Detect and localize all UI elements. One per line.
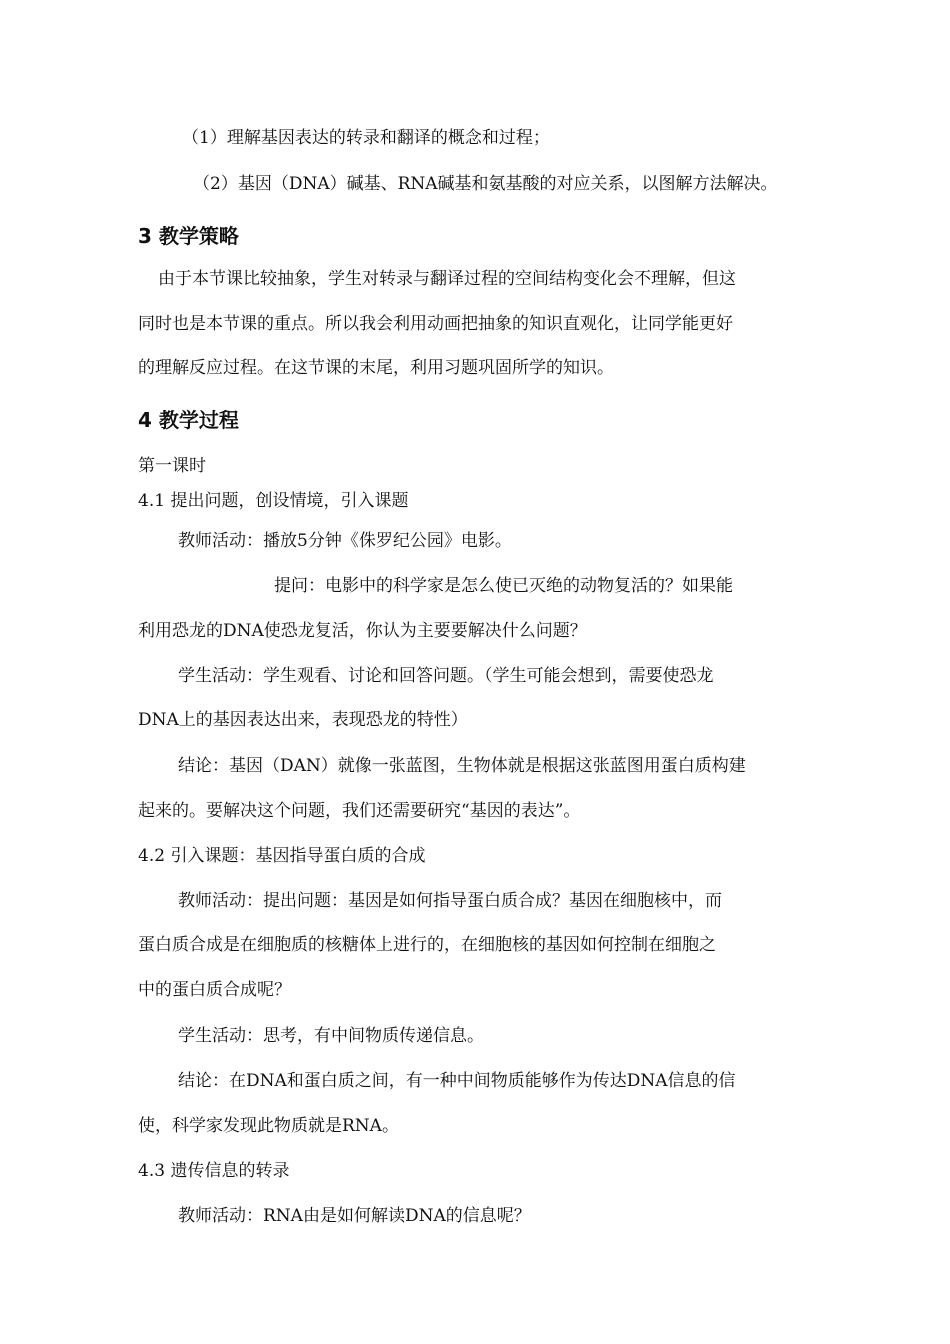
s42-teacher-line-3: 中的蛋白质合成呢？	[138, 980, 291, 1000]
s41-student-line-2: DNA上的基因表达出来，表现恐龙的特性）	[138, 710, 468, 730]
strategy-line-3: 的理解反应过程。在这节课的末尾，利用习题巩固所学的知识。	[138, 358, 614, 378]
subsection-4-1-title: 4.1 提出问题，创设情境，引入课题	[138, 491, 409, 511]
s42-conclusion-line-2: 使，科学家发现此物质就是RNA。	[138, 1116, 399, 1136]
s41-conclusion-line-1: 结论：基因（DAN）就像一张蓝图，生物体就是根据这张蓝图用蛋白质构建	[178, 756, 746, 776]
objective-2: （2）基因（DNA）碱基、RNA碱基和氨基酸的对应关系，以图解方法解决。	[193, 174, 778, 194]
s42-teacher-line-1: 教师活动：提出问题：基因是如何指导蛋白质合成？基因在细胞核中，而	[178, 891, 722, 911]
s42-teacher-line-2: 蛋白质合成是在细胞质的核糖体上进行的，在细胞核的基因如何控制在细胞之	[138, 935, 716, 955]
s43-teacher-activity: 教师活动：RNA由是如何解读DNA的信息呢？	[178, 1206, 531, 1226]
section-3-heading: 3 教学策略	[138, 224, 239, 248]
strategy-line-1: 由于本节课比较抽象，学生对转录与翻译过程的空间结构变化会不理解，但这	[158, 269, 736, 289]
lesson-label: 第一课时	[138, 456, 206, 476]
s41-question-line-2: 利用恐龙的DNA使恐龙复活，你认为主要要解决什么问题？	[138, 621, 587, 641]
s41-student-line-1: 学生活动：学生观看、讨论和回答问题。（学生可能会想到，需要使恐龙	[178, 666, 714, 686]
s41-question-line-1: 提问：电影中的科学家是怎么使已灭绝的动物复活的？如果能	[274, 576, 733, 596]
s42-conclusion-line-1: 结论：在DNA和蛋白质之间，有一种中间物质能够作为传达DNA信息的信	[178, 1071, 736, 1091]
s41-conclusion-line-2: 起来的。要解决这个问题，我们还需要研究“基因的表达”。	[138, 801, 581, 821]
subsection-4-3-title: 4.3 遗传信息的转录	[138, 1161, 290, 1181]
subsection-4-2-title: 4.2 引入课题：基因指导蛋白质的合成	[138, 846, 426, 866]
s42-student-activity: 学生活动：思考，有中间物质传递信息。	[178, 1026, 484, 1046]
s41-teacher-activity: 教师活动：播放5分钟《侏罗纪公园》电影。	[178, 531, 512, 551]
section-4-heading: 4 教学过程	[138, 408, 239, 432]
strategy-line-2: 同时也是本节课的重点。所以我会利用动画把抽象的知识直观化，让同学能更好	[138, 314, 733, 334]
objective-1: （1）理解基因表达的转录和翻译的概念和过程；	[182, 128, 550, 148]
